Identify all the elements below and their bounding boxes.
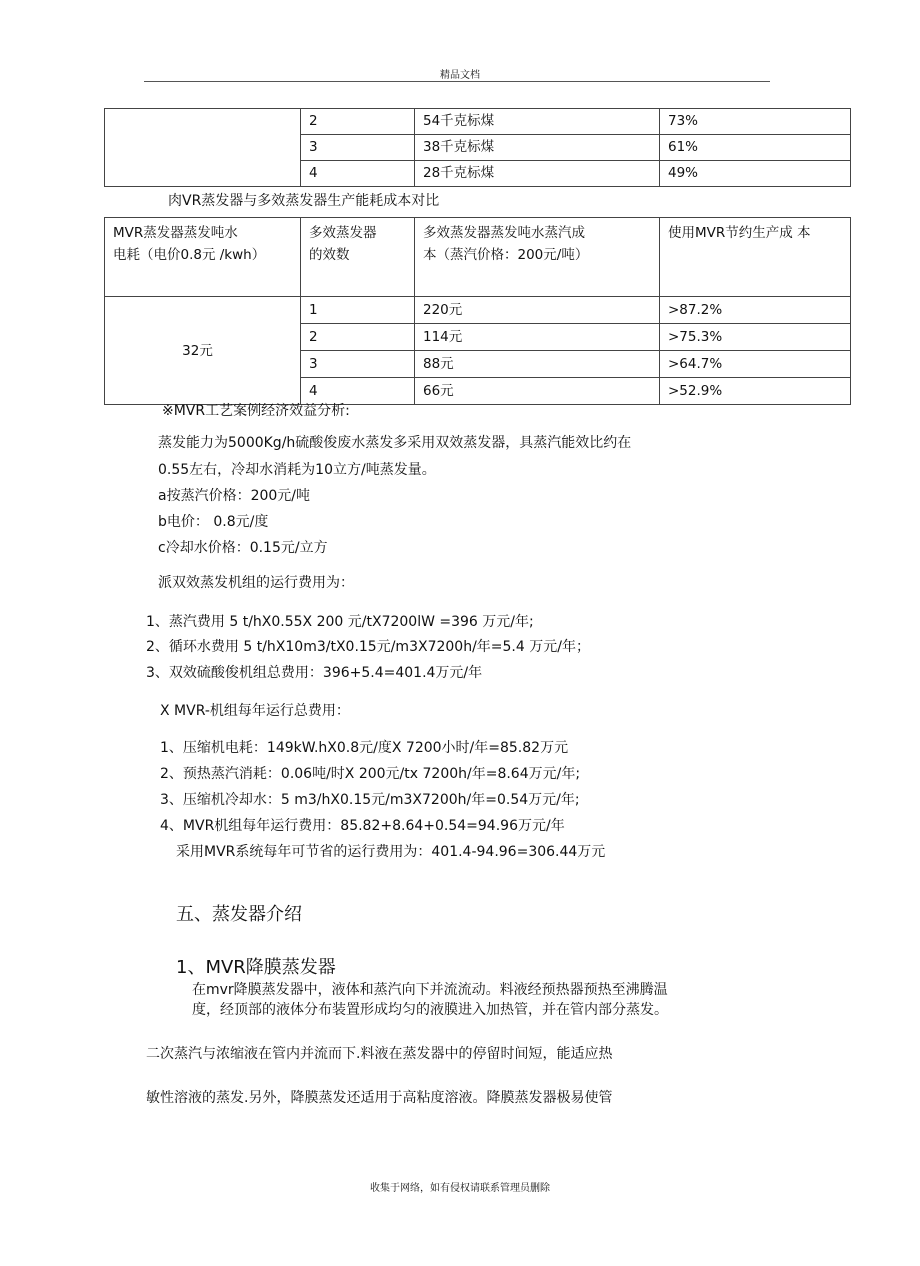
table-row <box>105 109 851 135</box>
table-header-row <box>105 218 851 297</box>
table-cell: >87.2% <box>660 297 851 324</box>
paragraph-line: 敏性溶液的蒸发.另外，降膜蒸发还适用于高粘度溶液。降膜蒸发器极易使管 <box>146 1090 613 1106</box>
analysis-paragraph-line: 蒸发能力为5000Kg/h硫酸俊废水蒸发多采用双效蒸发器，具蒸汽能效比约在 <box>158 435 632 451</box>
table-cell: 220元 <box>415 297 660 324</box>
header-line: 的效数 <box>309 247 350 263</box>
table-cell: 38千克标煤 <box>415 135 660 161</box>
double-effect-title: 派双效蒸发机组的运行费用为： <box>158 575 354 591</box>
table-cell: 54千克标煤 <box>415 109 660 135</box>
cost-comparison-table <box>104 217 851 405</box>
table-cell: 4 <box>301 161 415 187</box>
table-cell: >64.7% <box>660 351 851 378</box>
table-cell: 88元 <box>415 351 660 378</box>
paragraph-line: 二次蒸汽与浓缩液在管内并流而下.料液在蒸发器中的停留时间短，能适应热 <box>146 1046 613 1062</box>
electricity-price: b电价： 0.8元/度 <box>158 514 269 530</box>
header-cell-steam-cost <box>415 218 660 297</box>
table-cell: 73% <box>660 109 851 135</box>
energy-table-fragment <box>104 108 851 187</box>
header-cell-saving <box>660 218 851 297</box>
table-cell: 3 <box>301 135 415 161</box>
list-item: 1、压缩机电耗：149kW.hX0.8元/度X 7200小时/年=85.82万元 <box>160 740 569 756</box>
paragraph-line: 在mvr降膜蒸发器中，液体和蒸汽向下并流流动。料液经预热器预热至沸腾温 <box>192 982 668 998</box>
header-line: 电耗（电价0.8元 /kwh） <box>113 247 266 263</box>
table-row <box>105 297 851 324</box>
list-item: 3、压缩机冷却水：5 m3/hX0.15元/m3X7200h/年=0.54万元/年; <box>160 792 580 808</box>
table-caption: 肉VR蒸发器与多效蒸发器生产能耗成本对比 <box>168 193 440 209</box>
list-item: 4、MVR机组每年运行费用：85.82+8.64+0.54=94.96万元/年 <box>160 818 565 834</box>
analysis-title: ※MVR工艺案例经济效益分析: <box>162 403 350 419</box>
list-item: 1、蒸汽费用 5 t/hX0.55X 200 元/tX7200lW =396 万元/年; <box>146 614 534 630</box>
table-cell: >52.9% <box>660 378 851 405</box>
header-cell-power <box>105 218 301 297</box>
table-cell: 49% <box>660 161 851 187</box>
section-title: 五、蒸发器介绍 <box>176 904 302 925</box>
merged-cell: 32元 <box>105 297 301 405</box>
list-item: 2、循环水费用 5 t/hX10m3/tX0.15元/m3X7200h/年=5.4 万元/年； <box>146 639 590 655</box>
list-item: 2、预热蒸汽消耗：0.06吨/时X 200元/tx 7200h/年=8.64万元/年; <box>160 766 581 782</box>
paragraph-line: 度，经顶部的液体分布装置形成均匀的液膜进入加热管，并在管内部分蒸发。 <box>192 1002 668 1018</box>
saving-summary: 采用MVR系统每年可节省的运行费用为：401.4-94.96=306.44万元 <box>176 844 606 860</box>
table-cell: 28千克标煤 <box>415 161 660 187</box>
header-line: 本（蒸汽价格：200元/吨） <box>423 247 589 263</box>
table-cell: 1 <box>301 297 415 324</box>
header-line: 多效蒸发器蒸发吨水蒸汽成 <box>423 225 585 241</box>
header-line: MVR蒸发器蒸发吨水 <box>113 225 238 241</box>
page-footer: 收集于网络，如有侵权请联系管理员删除 <box>370 1183 550 1194</box>
table-cell: 2 <box>301 324 415 351</box>
table-cell: 66元 <box>415 378 660 405</box>
header-line: 多效蒸发器 <box>309 225 377 241</box>
table-cell: >75.3% <box>660 324 851 351</box>
table-cell: 2 <box>301 109 415 135</box>
analysis-paragraph-line: 0.55左右，冷却水消耗为10立方/吨蒸发量。 <box>158 462 436 478</box>
list-item: 3、双效硫酸俊机组总费用：396+5.4=401.4万元/年 <box>146 665 483 681</box>
subsection-title: 1、MVR降膜蒸发器 <box>176 957 336 978</box>
table-cell: 61% <box>660 135 851 161</box>
header-line: 使用MVR节约生产成 本 <box>668 225 811 241</box>
table-cell <box>105 109 301 187</box>
table-cell: 4 <box>301 378 415 405</box>
header-cell-effects <box>301 218 415 297</box>
page-header: 精品文档 <box>440 70 480 81</box>
table-cell: 114元 <box>415 324 660 351</box>
mvr-cost-title: X MVR-机组每年运行总费用： <box>160 703 350 719</box>
header-divider <box>144 81 770 82</box>
steam-price: a按蒸汽价格：200元/吨 <box>158 488 311 504</box>
table-cell: 3 <box>301 351 415 378</box>
cooling-water-price: c冷却水价格：0.15元/立方 <box>158 540 328 556</box>
